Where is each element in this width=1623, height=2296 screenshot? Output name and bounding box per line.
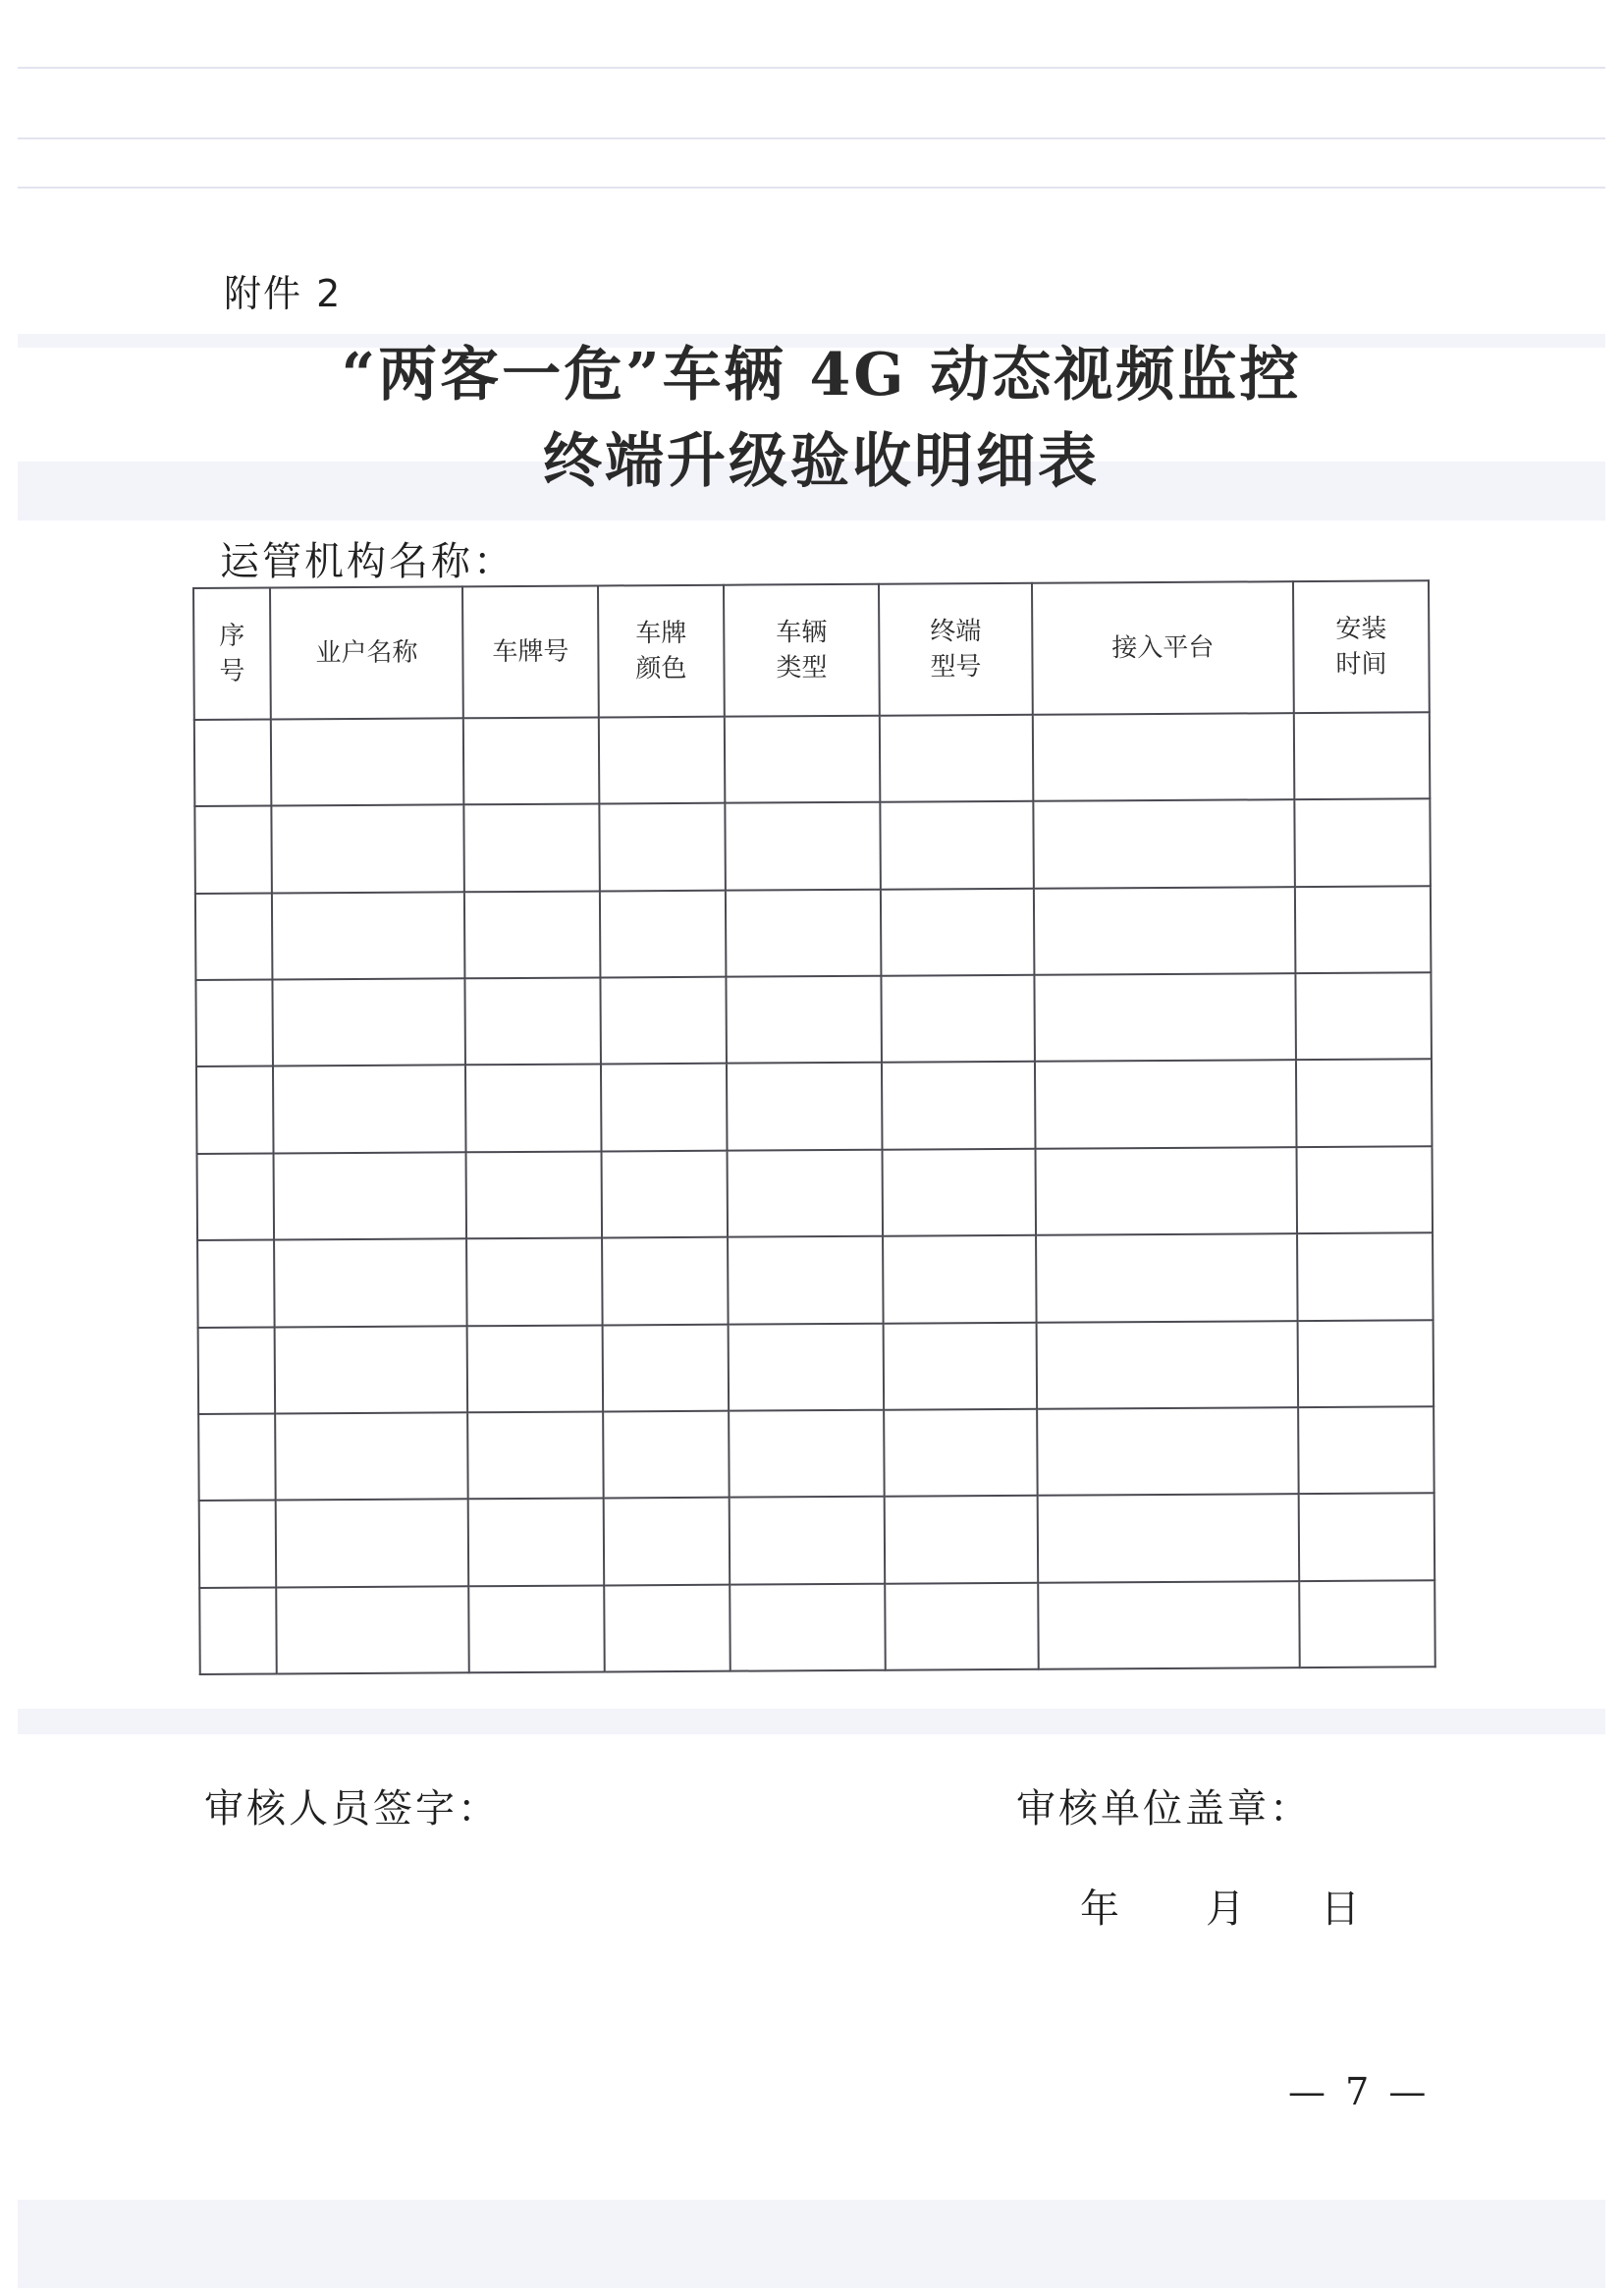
table-cell [1036, 1147, 1298, 1235]
table-cell [197, 1153, 275, 1240]
table-body [194, 712, 1435, 1674]
table-cell [276, 1586, 469, 1674]
table-cell [1036, 1233, 1298, 1322]
table-cell [199, 1501, 277, 1588]
table-cell [730, 1583, 886, 1670]
table-row [199, 1580, 1435, 1674]
table-row [198, 1320, 1434, 1414]
table-cell [1037, 1407, 1299, 1496]
table-cell [725, 802, 881, 890]
reviewer-signature-label: 审核人员签字： [204, 1786, 500, 1831]
table-cell [883, 1235, 1037, 1323]
table-cell [1294, 712, 1431, 799]
table-cell [464, 978, 601, 1066]
table-row [197, 1146, 1434, 1240]
table-cell [274, 1238, 467, 1327]
scan-artifact [18, 67, 1605, 69]
table-cell [725, 716, 881, 803]
table-cell [194, 806, 272, 894]
table-cell [275, 1412, 468, 1501]
table-cell [600, 977, 727, 1065]
table-cell [885, 1582, 1039, 1669]
table-cell [1033, 713, 1295, 801]
header-terminal-model: 终端 型号 [879, 583, 1033, 716]
table-cell [1038, 1581, 1300, 1669]
table-cell [271, 718, 464, 806]
table-cell [1295, 886, 1432, 973]
table-cell [1033, 800, 1295, 889]
table-cell [726, 976, 882, 1064]
table-cell [881, 975, 1035, 1063]
table-cell [602, 1150, 729, 1237]
table-cell [603, 1411, 730, 1499]
header-seq: 序 号 [193, 588, 271, 720]
table-cell [463, 804, 600, 892]
document-title-line-1: “两客一危”车辆 4G 动态视频监控 [341, 341, 1302, 410]
review-unit-seal-label: 审核单位盖章： [1016, 1786, 1312, 1831]
table-cell [272, 978, 465, 1066]
table-cell [1298, 1320, 1434, 1407]
table-cell [726, 889, 882, 976]
table-cell [884, 1322, 1038, 1409]
scan-artifact [18, 1709, 1605, 1734]
table-row [194, 799, 1431, 894]
table-cell [465, 1065, 602, 1152]
table-row [196, 1060, 1433, 1154]
table-cell [464, 891, 601, 978]
date-day: 日 [1321, 1886, 1360, 1932]
table-cell [276, 1500, 469, 1588]
table-row [194, 712, 1431, 806]
table-cell [883, 1149, 1037, 1236]
document-title-line-2: 终端升级验收明细表 [543, 427, 1100, 496]
date-year: 年 [1080, 1886, 1119, 1932]
table-cell [882, 1062, 1036, 1149]
table-cell [1299, 1580, 1435, 1667]
table-cell [599, 803, 726, 891]
date-month: 月 [1206, 1886, 1245, 1932]
attachment-label: 附件 2 [224, 272, 343, 315]
table-cell [467, 1411, 604, 1499]
table-cell [463, 717, 600, 804]
table-cell [884, 1409, 1038, 1497]
table-cell [601, 1064, 728, 1151]
table-cell [1038, 1494, 1300, 1582]
table-cell [880, 801, 1034, 889]
table-cell [600, 890, 727, 977]
table-cell [1297, 1232, 1434, 1320]
scan-artifact [18, 2200, 1605, 2288]
table-cell [468, 1499, 605, 1586]
table-cell [198, 1413, 276, 1501]
header-platform: 接入平台 [1032, 581, 1294, 715]
table-cell [1295, 972, 1432, 1060]
table-cell [1035, 1061, 1297, 1149]
header-company: 业户名称 [270, 586, 463, 719]
table-row [195, 972, 1432, 1066]
table-cell [728, 1150, 884, 1237]
scan-artifact [18, 187, 1605, 189]
table-cell [1299, 1494, 1435, 1581]
table-cell [1034, 887, 1296, 975]
table-cell [195, 980, 273, 1067]
table-cell [197, 1240, 275, 1328]
table-cell [728, 1236, 884, 1324]
table-cell [881, 888, 1035, 975]
table-cell [729, 1410, 885, 1498]
table-row [195, 886, 1432, 980]
table-cell [194, 720, 272, 807]
table-cell [466, 1238, 603, 1326]
table-cell [199, 1587, 277, 1674]
table-cell [730, 1497, 886, 1584]
table-cell [467, 1325, 604, 1412]
header-plate-color: 车牌 颜色 [598, 585, 725, 718]
table-cell [468, 1585, 605, 1672]
table-header-row [193, 580, 1430, 720]
table-cell [599, 717, 726, 804]
table-cell [274, 1152, 467, 1240]
table-cell [271, 805, 464, 894]
table-cell [727, 1063, 883, 1150]
header-plate: 车牌号 [462, 585, 599, 718]
table-cell [1297, 1146, 1434, 1233]
table-cell [1294, 799, 1431, 887]
scan-artifact [18, 137, 1605, 139]
table-cell [885, 1496, 1039, 1583]
table-cell [466, 1151, 603, 1238]
table-row [197, 1232, 1434, 1327]
page-number: — 7 — [1288, 2070, 1431, 2113]
table-cell [603, 1324, 730, 1411]
table-cell [602, 1237, 729, 1325]
table-cell [273, 1066, 466, 1154]
table-row [198, 1406, 1434, 1501]
table-cell [729, 1323, 885, 1410]
table-cell [198, 1327, 276, 1414]
table-cell [604, 1584, 730, 1671]
header-vehicle-type: 车辆 类型 [724, 584, 880, 717]
table-cell [1034, 973, 1296, 1062]
table-cell [272, 892, 465, 980]
org-name-label: 运管机构名称： [220, 539, 515, 584]
table-cell [196, 1066, 274, 1154]
table-cell [195, 893, 273, 980]
header-install-time: 安装 时间 [1293, 580, 1430, 713]
table-cell [275, 1326, 468, 1414]
table-cell [1037, 1321, 1299, 1409]
acceptance-table [192, 579, 1436, 1675]
table-cell [1298, 1406, 1434, 1494]
table-cell [1296, 1060, 1433, 1147]
table-cell [880, 715, 1034, 802]
table-row [199, 1494, 1435, 1588]
table-cell [604, 1498, 730, 1585]
